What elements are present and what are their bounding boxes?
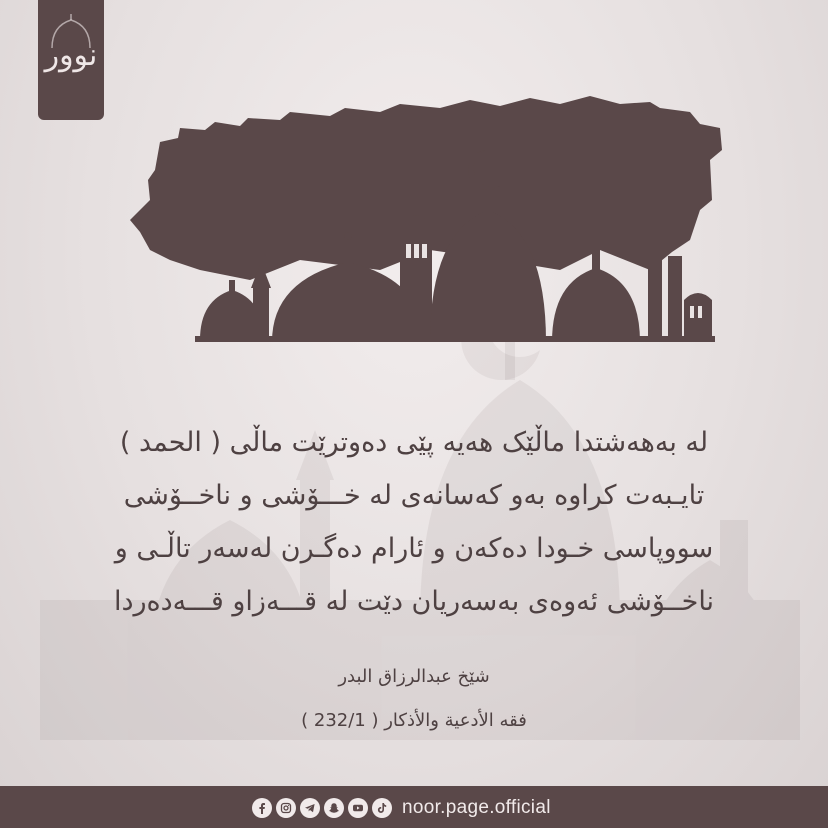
telegram-icon[interactable] <box>300 798 320 818</box>
quote-line: سووپاسی خـودا دەکەن و ئارام دەگـرن لەسەر تاڵـی و <box>114 533 714 564</box>
instagram-icon[interactable] <box>276 798 296 818</box>
quote-line: لە بەهەشتدا ماڵێک هەیە پێی دەوترێت ماڵی ( الحمد ) <box>119 427 709 458</box>
quote-line: تایـبەت کراوە بەو کەسانەی لە خـــۆشی و ناخــۆشی <box>123 480 705 511</box>
quote-line: ناخــۆشی ئەوەی بەسەریان دێت لە قـــەزاو قـــەدەردا <box>113 586 715 617</box>
footer-bar <box>0 786 828 828</box>
tiktok-icon[interactable] <box>372 798 392 818</box>
snapchat-icon[interactable] <box>324 798 344 818</box>
page-handle[interactable]: noor.page.official <box>402 797 551 818</box>
social-links <box>252 796 551 820</box>
quote-author: شێخ عبدالرزاق البدر <box>338 666 490 687</box>
facebook-icon[interactable] <box>252 798 272 818</box>
mosque-silhouette-illustration <box>0 0 828 360</box>
brand-logo-text: نوور <box>44 38 98 73</box>
youtube-icon[interactable] <box>348 798 368 818</box>
brand-logo <box>38 0 104 120</box>
quote-text <box>30 416 798 628</box>
quote-source: فقه الأدعية والأذكار ( 232/1 ) <box>301 710 527 731</box>
